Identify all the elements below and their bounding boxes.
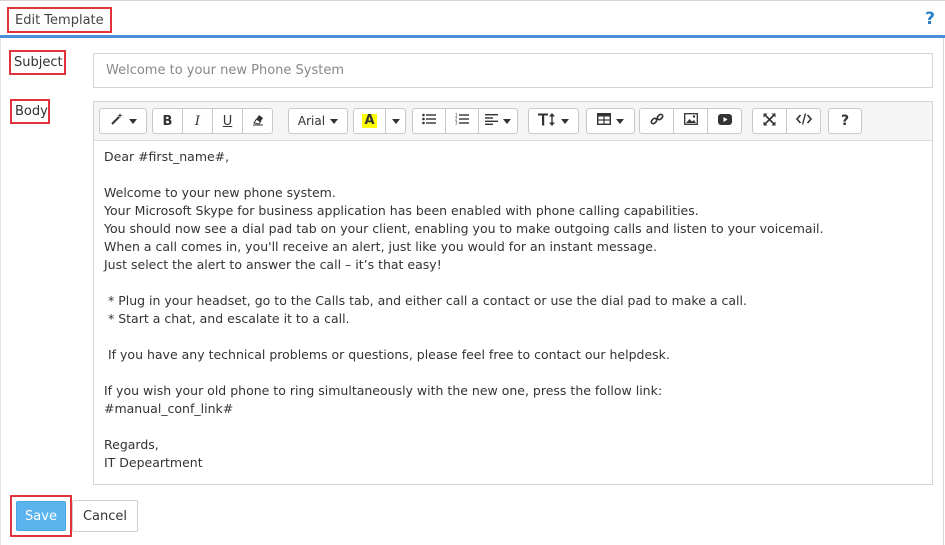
editor-line: When a call comes in, you'll receive an alert, just like you would for an instant message. [104,239,657,254]
picture-icon [684,113,698,129]
italic-icon: I [194,113,201,129]
magic-icon [110,112,124,130]
insert-group [639,108,742,134]
line-height-group [528,108,579,134]
svg-text:1: 1 [455,113,458,118]
color-group [353,108,406,134]
subject-input[interactable] [93,53,933,88]
video-button[interactable] [707,108,742,134]
cancel-button[interactable]: Cancel [72,500,138,532]
editor-content[interactable] [104,148,922,472]
video-icon [718,114,732,129]
editor-line: IT Depeartment [104,455,203,470]
paragraph-align-icon [485,113,498,129]
bold-button[interactable] [152,108,183,134]
code-view-button[interactable] [786,108,821,134]
page-title: Edit Template [7,7,112,33]
underline-icon: U [222,113,233,129]
view-group [752,108,821,134]
table-dropdown[interactable] [586,108,635,134]
editor-line: If you wish your old phone to ring simultaneously with the new one, press the follow link: [104,383,663,398]
table-group [586,108,635,134]
eraser-icon [251,112,265,130]
font-family-dropdown[interactable] [288,108,348,134]
editor-line: Dear #first_name#, [104,149,230,164]
editor-line [104,166,922,184]
header-bar [0,0,945,38]
rich-text-editor [93,101,933,485]
editor-line [104,364,922,382]
editor-line: #manual_conf_link# [104,401,234,416]
editor-line: Welcome to your new phone system. [104,185,336,200]
font-family-label: Arial [297,114,326,128]
editor-line: Just select the alert to answer the call – it’s that easy! [104,257,442,272]
fullscreen-icon [763,113,776,130]
color-dropdown[interactable] [385,108,406,134]
svg-text:2: 2 [455,116,458,122]
underline-button[interactable] [212,108,243,134]
save-highlight [10,495,72,537]
bold-icon: B [162,113,173,129]
unordered-list-icon [422,113,436,129]
font-family-group [288,108,348,134]
ordered-list-icon [455,113,469,129]
help-icon[interactable]: ? [925,9,935,29]
style-group [99,108,147,134]
color-button[interactable] [353,108,386,134]
style-dropdown[interactable] [99,108,147,134]
font-style-group [152,108,273,134]
body-label: Body [10,99,50,124]
line-height-dropdown[interactable] [528,108,579,134]
editor-line: * Plug in your headset, go to the Calls tab, and either call a contact or use the dial pad to make a call. [104,293,747,308]
save-button[interactable]: Save [16,501,66,531]
editor-line: * Start a chat, and escalate it to a call. [104,311,350,326]
unordered-list-button[interactable] [412,108,446,134]
fullscreen-button[interactable] [752,108,787,134]
table-icon [597,113,611,129]
italic-button[interactable] [182,108,213,134]
subject-label: Subject [9,50,66,75]
editor-line [104,274,922,292]
link-button[interactable] [639,108,674,134]
help-group [828,108,862,134]
code-view-icon [796,113,812,129]
text-height-icon [538,113,556,130]
editor-line [104,418,922,436]
editor-toolbar [94,102,932,141]
svg-text:3: 3 [455,120,458,125]
editor-help-button[interactable] [828,108,862,134]
editor-line: If you have any technical problems or questions, please feel free to contact our helpdesk. [104,347,670,362]
color-icon: A [364,113,375,128]
help-icon: ? [840,113,850,129]
picture-button[interactable] [673,108,708,134]
clear-format-button[interactable] [242,108,273,134]
list-group [412,108,518,134]
link-icon [650,112,664,130]
editor-line: Your Microsoft Skype for business application has been enabled with phone calling capabilities. [104,203,699,218]
editor-line: Regards, [104,437,159,452]
ordered-list-button[interactable] [445,108,479,134]
editor-line: You should now see a dial pad tab on your client, enabling you to make outgoing calls and listen to your voicemail. [104,221,824,236]
editor-line [104,328,922,346]
paragraph-dropdown[interactable] [478,108,518,134]
